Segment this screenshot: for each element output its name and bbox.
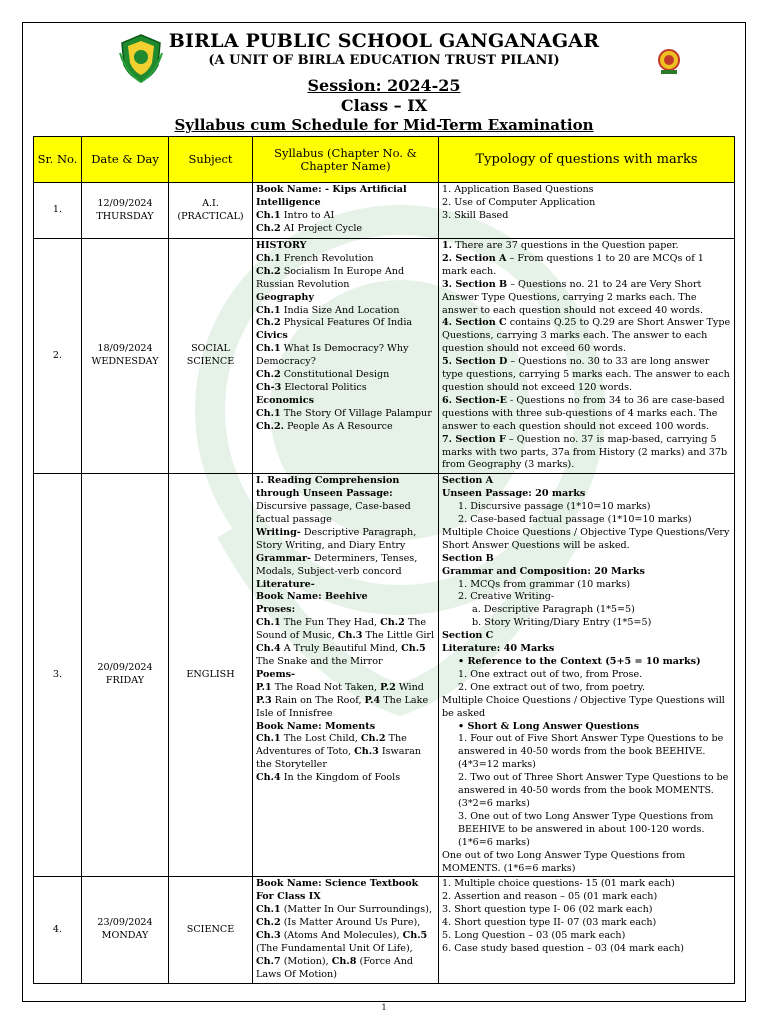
text: Wind — [395, 681, 424, 693]
text: 2. One extract out of two, from poetry. — [458, 681, 645, 693]
text: The Lost Child, — [280, 733, 361, 745]
text: What Is Democracy? Why Democracy? — [256, 343, 409, 368]
text: 1. MCQs from grammar (10 marks) — [458, 578, 631, 590]
school-name: BIRLA PUBLIC SCHOOL GANGANAGAR — [168, 30, 600, 52]
text: People As A Resource — [283, 420, 393, 432]
bold-text: Section A — [442, 475, 494, 487]
table-row — [34, 877, 735, 983]
text: b. Story Writing/Diary Entry (1*5=5) — [472, 617, 652, 629]
text: 2. Creative Writing- — [458, 591, 555, 603]
bold-text: 4. Section C — [442, 317, 507, 329]
typology-line — [442, 527, 731, 553]
typology-line — [442, 317, 731, 356]
bold-text: Ch.2 — [380, 617, 405, 629]
text: The Sound of Music, — [256, 617, 427, 642]
text: AI Project Cycle — [280, 222, 363, 234]
text: Physical Features Of India — [280, 317, 413, 329]
bold-text: Section B — [442, 552, 494, 564]
bold-text: P.3 — [256, 694, 272, 706]
bold-text: Geography — [256, 291, 314, 303]
col-header-syllabus: Syllabus (Chapter No. & Chapter Name) — [253, 137, 439, 183]
exam-date: 18/09/2024 — [97, 343, 153, 355]
typology-line — [442, 253, 731, 279]
text: - Questions no from 34 to 36 are case-based questions with three sub-questions of 4 marks each. The answer to each question should not exceed 100 words. — [442, 394, 725, 432]
syllabus-line — [256, 210, 435, 223]
text: 2. Case-based factual passage (1*10=10 marks) — [458, 514, 692, 526]
text: contains Q.25 to Q.29 are Short Answer Type Questions, carrying 3 marks each. The answer to each question should not exceed 60 words. — [442, 317, 731, 355]
bold-text: Economics — [256, 394, 314, 406]
bold-text: 5. Section D — [442, 356, 508, 368]
typology-line: 4. Short question type II- 07 (03 mark each) — [442, 917, 657, 929]
bold-text: Ch.2 — [256, 317, 281, 329]
typology-line — [442, 566, 731, 579]
bold-text: Ch.2 — [360, 733, 386, 745]
bold-text: P.2 — [380, 681, 396, 693]
exam-date: 12/09/2024 — [97, 197, 153, 209]
col-header-date: Date & Day — [82, 137, 169, 183]
exam-day: MONDAY — [101, 930, 149, 942]
text: – Questions no. 21 to 24 are Very Short Answer Type Questions, carrying 2 marks each. The answer to each question should not exceed 40 words. — [442, 278, 704, 316]
exam-day: WEDNESDAY — [91, 356, 159, 368]
syllabus-line — [256, 475, 435, 527]
bold-text: Ch.3 — [337, 630, 363, 642]
text: (Motion), — [280, 955, 332, 967]
typology-line — [442, 617, 731, 630]
typology-line — [442, 682, 731, 695]
syllabus-line — [256, 553, 435, 579]
bold-text: Poems- — [256, 668, 295, 680]
bold-text: • Short & Long Answer Questions — [458, 720, 640, 732]
subject-name: SOCIAL — [191, 343, 230, 355]
schedule-table — [33, 136, 735, 984]
text: Rain on The Roof, — [271, 694, 365, 706]
bold-text: Ch.3 — [256, 930, 281, 942]
typology-cell — [439, 877, 735, 983]
syllabus-cell — [253, 239, 439, 474]
text: India Size And Location — [280, 304, 400, 316]
syllabus-line — [256, 330, 435, 343]
syllabus-line — [256, 772, 435, 785]
typology-line — [442, 850, 731, 876]
bold-text: 7. Section F — [442, 433, 506, 445]
text: Socialism In Europe And Russian Revolution — [256, 265, 405, 290]
text: – Question no. 37 is map-based, carrying 5 marks with two parts, 37a from History (2 marks) and 37b from Geography (3 marks). — [442, 433, 728, 471]
text: a. Descriptive Paragraph (1*5=5) — [472, 604, 635, 616]
typology-line — [442, 279, 731, 318]
typology-cell — [439, 239, 735, 474]
date-cell — [82, 183, 169, 239]
typology-line: 1. Multiple choice questions- 15 (01 mark each) — [442, 878, 675, 890]
syllabus-line — [256, 395, 435, 408]
syllabus-cell — [253, 877, 439, 983]
text: Intro to AI — [280, 209, 335, 221]
typology-line: 1. Application Based Questions — [442, 184, 594, 195]
bold-text: Ch.1 — [256, 733, 281, 745]
syllabus-line — [256, 408, 435, 421]
typology-line — [442, 695, 731, 721]
text: French Revolution — [280, 252, 374, 264]
class-label: Class – IX — [340, 96, 428, 115]
text: The Adventures of Toto, — [256, 733, 407, 758]
typology-line: 2. Assertion and reason – 05 (01 mark each) — [442, 891, 658, 903]
subject-cell — [169, 183, 253, 239]
bold-text: Literature- — [256, 578, 315, 590]
typology-line — [442, 395, 731, 434]
text: A Truly Beautiful Mind, — [280, 643, 402, 655]
typology-line — [442, 240, 731, 253]
text: – From questions 1 to 20 are MCQs of 1 mark each. — [442, 252, 704, 277]
exam-date: 20/09/2024 — [97, 662, 153, 674]
bold-text: Civics — [256, 330, 288, 342]
bold-text: Literature: 40 Marks — [442, 643, 555, 655]
typology-cell — [439, 183, 735, 239]
bold-text: Ch.2 — [256, 222, 281, 234]
table-header-row — [34, 137, 735, 183]
typology-line: 2. Use of Computer Application — [442, 196, 596, 208]
bold-text: Ch.4 — [256, 643, 281, 655]
bold-text: Ch.1 — [256, 904, 281, 916]
bold-text: Unseen Passage: 20 marks — [442, 488, 586, 500]
text: 1. Four out of Five Short Answer Type Questions to be answered in 40-50 words from the book BEEHIVE.(4*3=12 marks) — [458, 733, 724, 771]
text: 2. Two out of Three Short Answer Type Questions to be answered in 40-50 words from the book MOMENTS. (3*2=6 marks) — [458, 772, 729, 809]
document-header — [0, 30, 768, 134]
typology-line — [442, 811, 731, 850]
text: (Is Matter Around Us Pure), — [280, 917, 421, 929]
typology-line — [442, 656, 731, 669]
bold-text: Ch.7 — [256, 955, 281, 967]
typology-line: 3. Skill Based — [442, 209, 509, 221]
syllabus-line — [256, 305, 435, 318]
text: Multiple Choice Questions / Objective Type Questions/Very Short Answer Questions will be asked. — [442, 526, 730, 551]
typology-line — [442, 434, 731, 473]
text: The Road Not Taken, — [271, 681, 381, 693]
session-label: Session: 2024-25 — [307, 76, 461, 95]
syllabus-line — [256, 369, 435, 382]
bold-text: Ch.5 — [402, 930, 428, 942]
text: (The Fundamental Unit Of Life), — [256, 942, 413, 954]
syllabus-line — [256, 604, 435, 617]
text: The Fun They Had, — [280, 617, 381, 629]
typology-line — [442, 501, 731, 514]
bold-text: Ch.2 — [256, 917, 281, 929]
typology-line: 5. Long Question – 03 (05 mark each) — [442, 930, 626, 942]
syllabus-line — [256, 878, 435, 904]
bold-text: Proses: — [256, 604, 296, 616]
typology-line — [442, 488, 731, 501]
bold-text: Ch.4 — [256, 772, 281, 784]
table-row — [34, 474, 735, 877]
bold-text: Ch.2 — [256, 265, 281, 277]
bold-text: 1. — [442, 240, 453, 251]
text: Iswaran the Storyteller — [256, 746, 421, 771]
document-title: Syllabus cum Schedule for Mid-Term Examination — [174, 116, 594, 134]
text: Multiple Choice Questions / Objective Type Questions will be asked — [442, 694, 725, 719]
exam-day: THURSDAY — [96, 210, 154, 222]
syllabus-line — [256, 253, 435, 266]
bold-text: Ch.1 — [256, 304, 281, 316]
subject-name: SCIENCE — [186, 923, 235, 935]
typology-line — [442, 772, 731, 811]
sr-cell: 3. — [34, 474, 82, 877]
syllabus-line — [256, 421, 435, 434]
school-unit: (A UNIT OF BIRLA EDUCATION TRUST PILANI) — [208, 53, 560, 68]
date-cell — [82, 239, 169, 474]
exam-date: 23/09/2024 — [97, 917, 153, 929]
subject-cell — [169, 474, 253, 877]
syllabus-cell — [253, 474, 439, 877]
bold-text: Grammar- — [256, 552, 312, 564]
bold-text: I. Reading Comprehension through Unseen Passage: — [256, 475, 400, 500]
bold-text: P.4 — [364, 694, 381, 706]
typology-line — [442, 630, 731, 643]
text: The Story Of Village Palampur — [280, 407, 432, 419]
bold-text: Ch.1 — [256, 343, 281, 355]
typology-line — [442, 604, 731, 617]
bold-text: 3. Section B — [442, 278, 508, 290]
bold-text: Ch.3 — [354, 746, 379, 758]
typology-line — [442, 356, 731, 395]
table-row — [34, 239, 735, 474]
bold-text: Ch.1 — [256, 209, 281, 221]
col-header-subject: Subject — [169, 137, 253, 183]
bold-text: Ch.1 — [256, 617, 281, 629]
typology-line — [442, 514, 731, 527]
bold-text: Section C — [442, 630, 494, 642]
typology-line — [442, 553, 731, 566]
subject-name: A.I. — [202, 197, 219, 209]
subject-name-2: SCIENCE — [186, 356, 235, 368]
table-row — [34, 183, 735, 239]
syllabus-line — [256, 904, 435, 981]
syllabus-line — [256, 266, 435, 292]
bold-text: Book Name: Moments — [256, 720, 376, 732]
syllabus-line — [256, 579, 435, 592]
syllabus-line — [256, 382, 435, 395]
text: (Matter In Our Surroundings), — [280, 904, 432, 916]
bold-text: Book Name: - Kips Artificial Intelligence — [256, 184, 407, 208]
syllabus-line — [256, 240, 435, 253]
bold-text: Book Name: Science Textbook For Class IX — [256, 878, 419, 903]
bold-text: Ch.8 — [331, 955, 357, 967]
syllabus-line — [256, 721, 435, 734]
text: There are 37 questions in the Question paper. — [452, 240, 679, 251]
text: The Snake and the Mirror — [256, 656, 383, 667]
col-header-typology: Typology of questions with marks — [439, 137, 735, 183]
typology-line — [442, 733, 731, 772]
text: Electoral Politics — [281, 381, 367, 393]
syllabus-line — [256, 317, 435, 330]
sr-cell: 4. — [34, 877, 82, 983]
bold-text: Ch.5 — [401, 643, 426, 655]
typology-line — [442, 643, 731, 656]
bold-text: Ch-3 — [256, 381, 282, 393]
bold-text: Ch.2. — [256, 420, 284, 432]
bold-text: P.1 — [256, 681, 272, 693]
syllabus-line — [256, 184, 435, 210]
sr-cell: 2. — [34, 239, 82, 474]
typology-line — [442, 579, 731, 592]
text: In the Kingdom of Fools — [280, 772, 401, 784]
text: The Little Girl — [362, 630, 435, 642]
text: (Force And Laws Of Motion) — [256, 955, 414, 980]
bold-text: Ch.1 — [256, 252, 281, 264]
text: Descriptive Paragraph, Story Writing, and Diary Entry — [256, 526, 417, 551]
typology-line: 6. Case study based question – 03 (04 mark each) — [442, 942, 685, 954]
syllabus-line — [256, 643, 435, 669]
syllabus-line — [256, 223, 435, 236]
text: Discursive passage, Case-based factual passage — [256, 501, 411, 526]
subject-cell — [169, 877, 253, 983]
subject-name: ENGLISH — [186, 668, 235, 680]
syllabus-cell — [253, 183, 439, 239]
text: 1. Discursive passage (1*10=10 marks) — [458, 501, 651, 513]
typology-line — [442, 475, 731, 488]
bold-text: 2. Section A — [442, 252, 507, 264]
text: One out of two Long Answer Type Questions from MOMENTS. (1*6=6 marks) — [442, 849, 686, 874]
text: Constitutional Design — [280, 369, 390, 381]
text: 3. One out of two Long Answer Type Questions from BEEHIVE to be answered in about 100-120 words. (1*6=6 marks) — [458, 810, 714, 848]
bold-text: Grammar and Composition: 20 Marks — [442, 565, 645, 577]
typology-line — [442, 591, 731, 604]
typology-line — [442, 721, 731, 734]
syllabus-line — [256, 591, 435, 604]
bold-text: • Reference to the Context (5+5 = 10 marks) — [458, 656, 701, 667]
sr-cell: 1. — [34, 183, 82, 239]
text: (Atoms And Molecules), — [280, 930, 403, 942]
subject-name-2: (PRACTICAL) — [177, 210, 244, 222]
date-cell — [82, 474, 169, 877]
page-number: 1 — [381, 1003, 387, 1012]
syllabus-line — [256, 343, 435, 369]
text: Determiners, Tenses, Modals, Subject-verb concord — [256, 552, 418, 577]
text: – Questions no. 30 to 33 are long answer type questions, carrying 5 marks each. The answer to each question should not exceed 120 words. — [442, 356, 730, 393]
text: The Lake Isle of Innisfree — [256, 694, 429, 719]
typology-cell — [439, 474, 735, 877]
typology-line: 3. Short question type I- 06 (02 mark each) — [442, 904, 653, 916]
syllabus-line — [256, 669, 435, 682]
bold-text: HISTORY — [256, 240, 307, 251]
typology-line — [442, 669, 731, 682]
syllabus-line — [256, 292, 435, 305]
syllabus-line — [256, 617, 435, 643]
syllabus-line — [256, 733, 435, 772]
text: 1. One extract out of two, from Prose. — [458, 668, 643, 680]
bold-text: Ch.2 — [256, 369, 281, 381]
bold-text: Book Name: Beehive — [256, 591, 368, 603]
date-cell — [82, 877, 169, 983]
bold-text: Ch.1 — [256, 407, 281, 419]
syllabus-line — [256, 527, 435, 553]
syllabus-line — [256, 682, 435, 721]
subject-cell — [169, 239, 253, 474]
exam-day: FRIDAY — [105, 675, 145, 687]
bold-text: Writing- — [256, 526, 301, 538]
bold-text: 6. Section-E — [442, 394, 507, 406]
col-header-sr: Sr. No. — [34, 137, 82, 183]
